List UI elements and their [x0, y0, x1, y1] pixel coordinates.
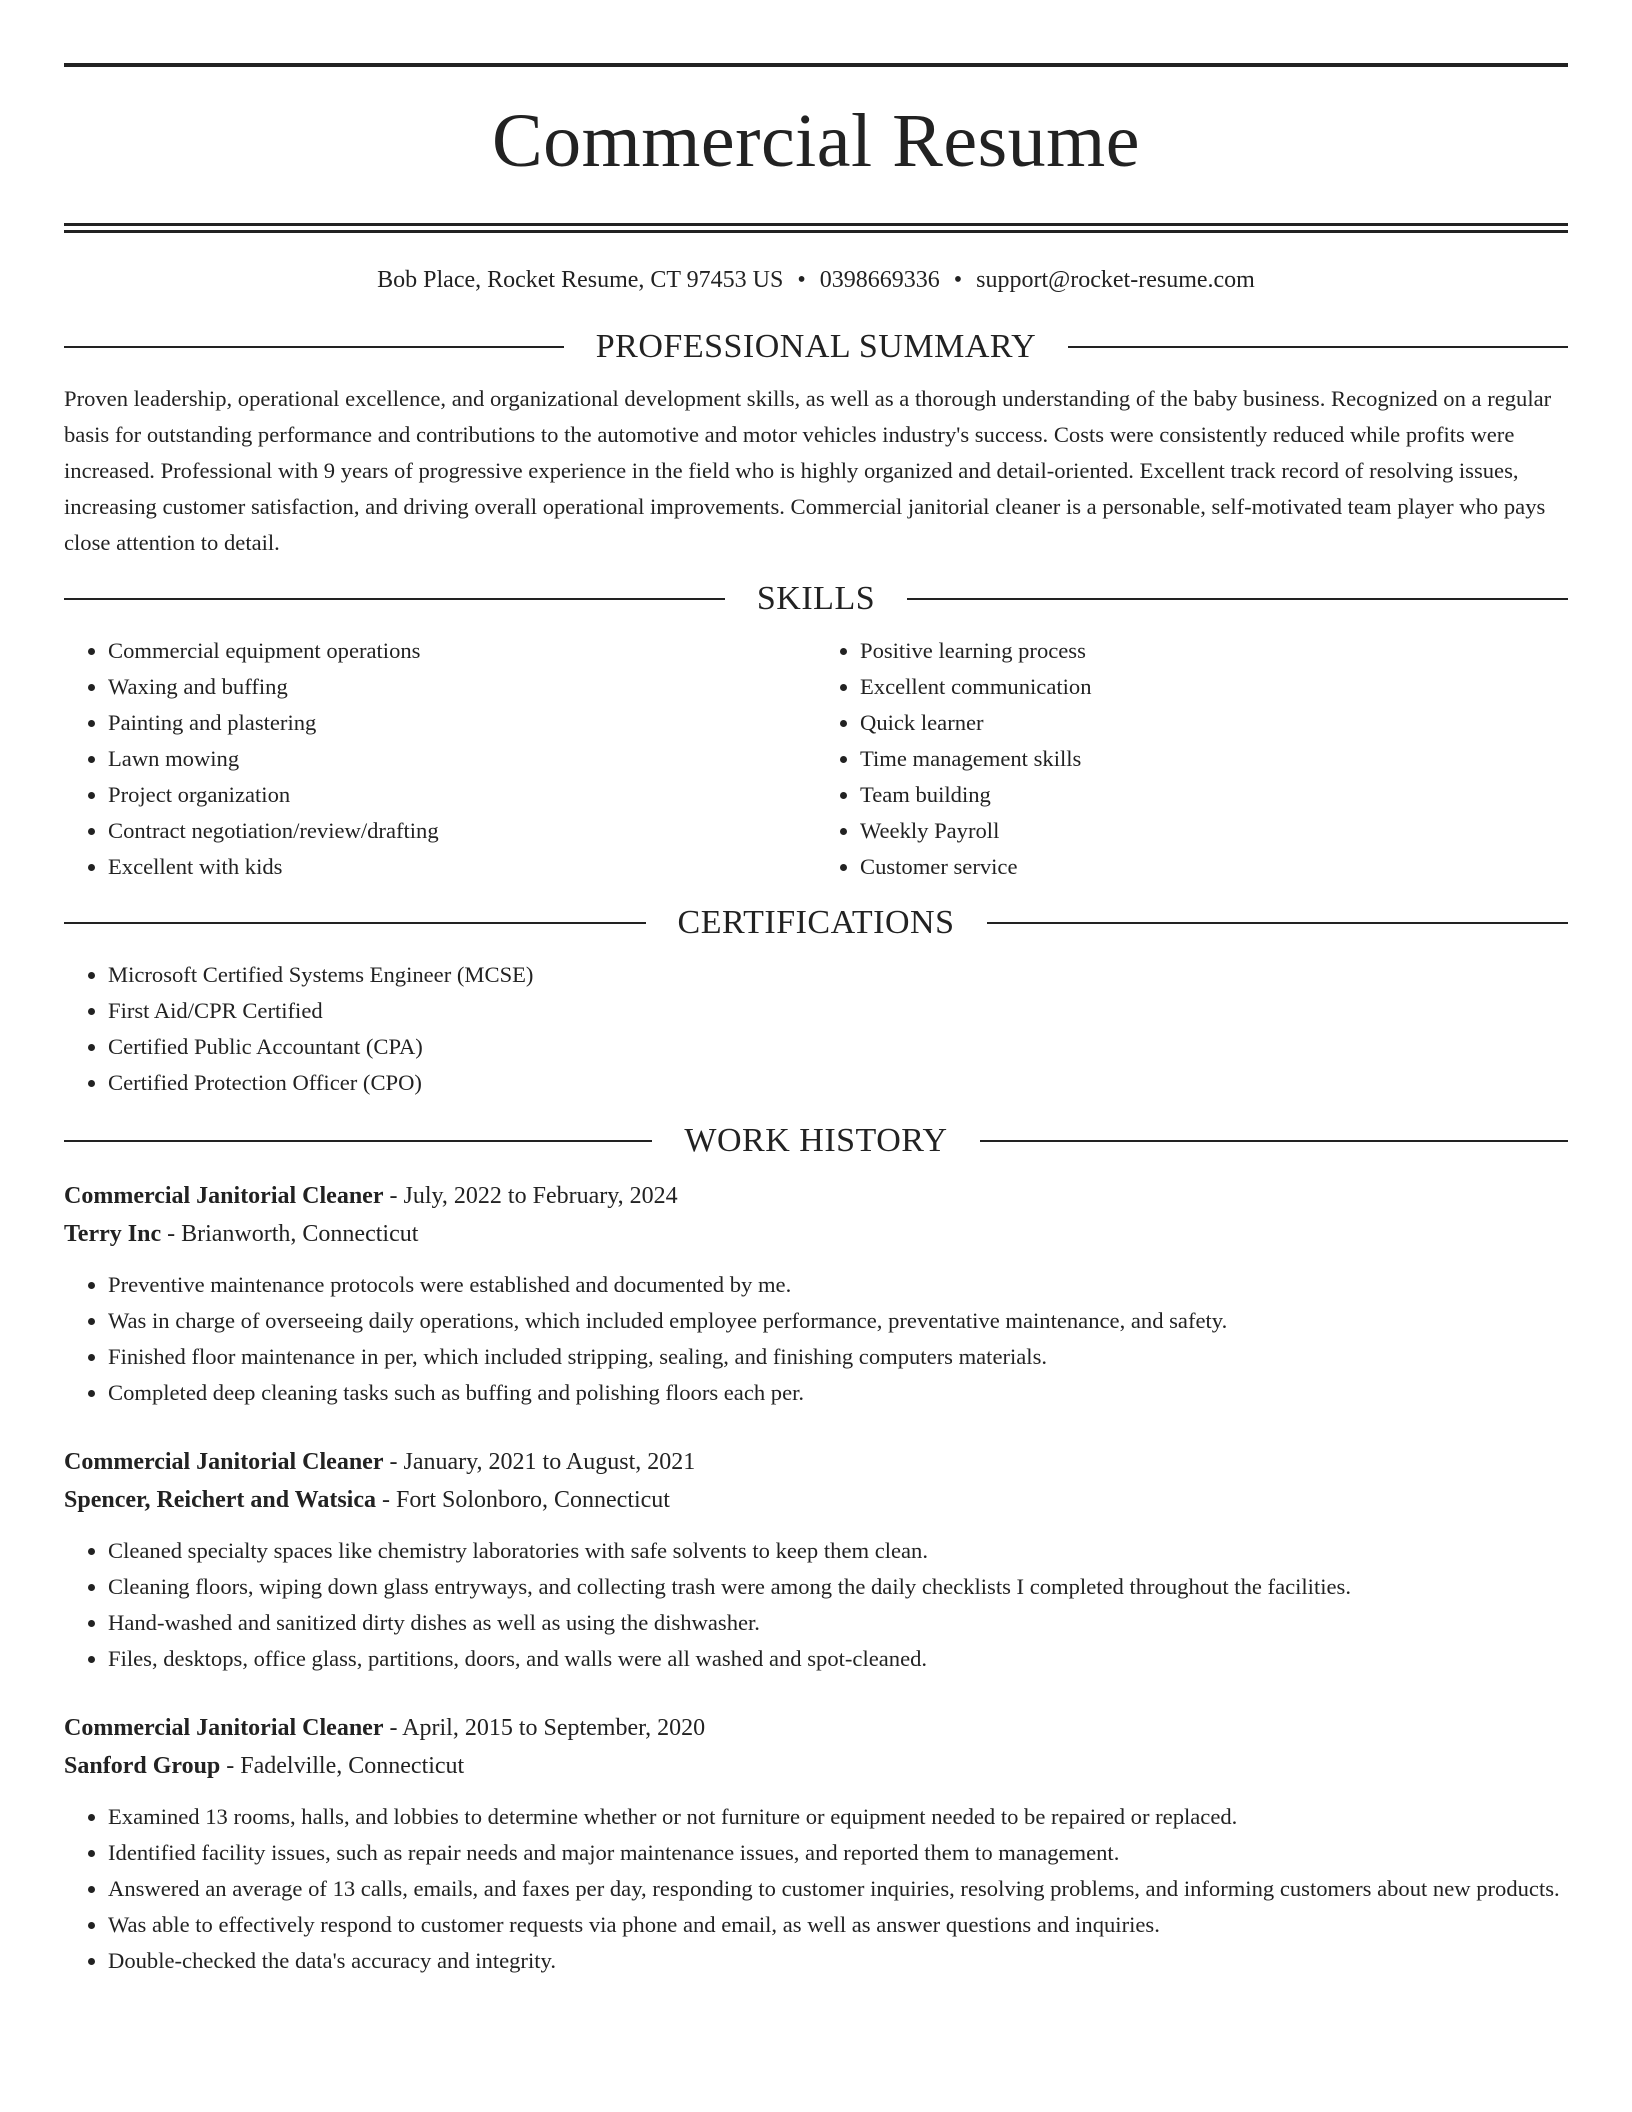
heading-rule	[64, 1140, 652, 1142]
job-company: Terry Inc	[64, 1221, 162, 1247]
job-company: Spencer, Reichert and Watsica	[64, 1487, 376, 1513]
job-dates: - July, 2022 to February, 2024	[389, 1183, 678, 1209]
professional-summary-text: Proven leadership, operational excellence, and organizational development skills, as well as a thorough understanding of the baby business. Recognized on a regular basis for outstanding performance and contributions to the automotive and motor vehicles industry's success. Costs were consistently reduced while profits were increased. Professional with 9 years of progressive experience in the field who is highly organized and detail-oriented. Excellent track record of resolving issues, increasing customer satisfaction, and driving overall operational improvements. Commercial janitorial cleaner is a personable, self-motivated team player who pays close attention to detail.	[64, 386, 1552, 555]
heading-rule	[64, 598, 725, 600]
certification-item: • Microsoft Certified Systems Engineer (MCSE)	[108, 957, 1568, 993]
contact-separator: •	[953, 267, 963, 293]
job-bullet: • Answered an average of 13 calls, emails, and faxes per day, responding to customer inquiries, resolving problems, and informing customers about new products.	[108, 1871, 1568, 1907]
section-heading-summary	[64, 325, 1568, 369]
skill-item: • Positive learning process	[860, 633, 1568, 669]
job-title-line	[64, 1709, 1568, 1747]
job-dates: - April, 2015 to September, 2020	[389, 1715, 706, 1741]
skills-list	[64, 633, 1568, 885]
heading-rule	[64, 346, 564, 348]
job-company-line	[64, 1747, 1568, 1785]
job-bullet: • Cleaned specialty spaces like chemistry laboratories with safe solvents to keep them clean.	[108, 1533, 1568, 1569]
job-bullet: • Was able to effectively respond to customer requests via phone and email, as well as answer questions and inquiries.	[108, 1907, 1568, 1943]
skill-item: • Lawn mowing	[108, 741, 816, 777]
job-bullets	[64, 1799, 1568, 1979]
job-bullet: • Completed deep cleaning tasks such as buffing and polishing floors each per.	[108, 1375, 1568, 1411]
heading-rule	[64, 922, 646, 924]
certification-item: • Certified Protection Officer (CPO)	[108, 1065, 1568, 1101]
job-location: - Brianworth, Connecticut	[167, 1221, 419, 1247]
contact-address: Bob Place, Rocket Resume, CT 97453 US	[377, 267, 784, 293]
job-title-line	[64, 1177, 1568, 1215]
skill-item: • Contract negotiation/review/drafting	[108, 813, 816, 849]
skill-item: • Painting and plastering	[108, 705, 816, 741]
skill-item: • Waxing and buffing	[108, 669, 816, 705]
resume-title: Commercial Resume	[491, 99, 1140, 183]
skill-item: • Weekly Payroll	[860, 813, 1568, 849]
job-entry	[64, 1443, 1568, 1677]
job-bullet: • Files, desktops, office glass, partitions, doors, and walls were all washed and spot-cleaned.	[108, 1641, 1568, 1677]
job-bullet: • Preventive maintenance protocols were established and documented by me.	[108, 1267, 1568, 1303]
job-title-line	[64, 1443, 1568, 1481]
skill-item: • Excellent with kids	[108, 849, 816, 885]
skill-item: • Team building	[860, 777, 1568, 813]
job-bullets	[64, 1533, 1568, 1677]
job-company-line	[64, 1481, 1568, 1519]
job-company: Sanford Group	[64, 1753, 221, 1779]
job-bullet: • Identified facility issues, such as repair needs and major maintenance issues, and reported them to management.	[108, 1835, 1568, 1871]
section-heading-skills	[64, 577, 1568, 621]
job-entry	[64, 1177, 1568, 1411]
top-rule	[64, 63, 1568, 67]
skills-column-left	[64, 633, 816, 885]
section-heading-certifications	[64, 901, 1568, 945]
heading-rule	[987, 922, 1569, 924]
section-heading-label: CERTIFICATIONS	[677, 904, 955, 941]
skills-column-right	[816, 633, 1568, 885]
job-title: Commercial Janitorial Cleaner	[64, 1715, 384, 1741]
job-bullets	[64, 1267, 1568, 1411]
certifications-list	[64, 957, 1568, 1101]
contact-email: support@rocket-resume.com	[976, 267, 1255, 293]
resume-page	[64, 0, 1568, 1979]
section-heading-label: WORK HISTORY	[684, 1122, 948, 1159]
heading-rule	[907, 598, 1568, 600]
heading-rule	[980, 1140, 1568, 1142]
skill-item: • Commercial equipment operations	[108, 633, 816, 669]
skill-item: • Customer service	[860, 849, 1568, 885]
contact-phone: 0398669336	[819, 267, 940, 293]
job-title: Commercial Janitorial Cleaner	[64, 1449, 384, 1475]
section-heading-label: SKILLS	[756, 580, 876, 617]
job-bullet: • Was in charge of overseeing daily operations, which included employee performance, preventative maintenance, and safety.	[108, 1303, 1568, 1339]
job-bullet: • Cleaning floors, wiping down glass entryways, and collecting trash were among the daily checklists I completed throughout the facilities.	[108, 1569, 1568, 1605]
section-heading-label: PROFESSIONAL SUMMARY	[595, 328, 1037, 365]
section-heading-work-history	[64, 1119, 1568, 1163]
certification-item: • Certified Public Accountant (CPA)	[108, 1029, 1568, 1065]
job-location: - Fadelville, Connecticut	[226, 1753, 465, 1779]
job-bullet: • Examined 13 rooms, halls, and lobbies to determine whether or not furniture or equipment needed to be repaired or replaced.	[108, 1799, 1568, 1835]
heading-rule	[1068, 346, 1568, 348]
job-entry	[64, 1709, 1568, 1979]
job-title: Commercial Janitorial Cleaner	[64, 1183, 384, 1209]
job-company-line	[64, 1215, 1568, 1253]
job-dates: - January, 2021 to August, 2021	[389, 1449, 696, 1475]
contact-line	[64, 263, 1568, 297]
skill-item: • Quick learner	[860, 705, 1568, 741]
job-bullet: • Finished floor maintenance in per, which included stripping, sealing, and finishing computers materials.	[108, 1339, 1568, 1375]
job-location: - Fort Solonboro, Connecticut	[382, 1487, 670, 1513]
contact-separator: •	[797, 267, 806, 293]
certification-item: • First Aid/CPR Certified	[108, 993, 1568, 1029]
job-bullet: • Double-checked the data's accuracy and integrity.	[108, 1943, 1568, 1979]
skill-item: • Excellent communication	[860, 669, 1568, 705]
job-bullet: • Hand-washed and sanitized dirty dishes as well as using the dishwasher.	[108, 1605, 1568, 1641]
skill-item: • Time management skills	[860, 741, 1568, 777]
title-double-rule	[64, 223, 1568, 233]
skill-item: • Project organization	[108, 777, 816, 813]
